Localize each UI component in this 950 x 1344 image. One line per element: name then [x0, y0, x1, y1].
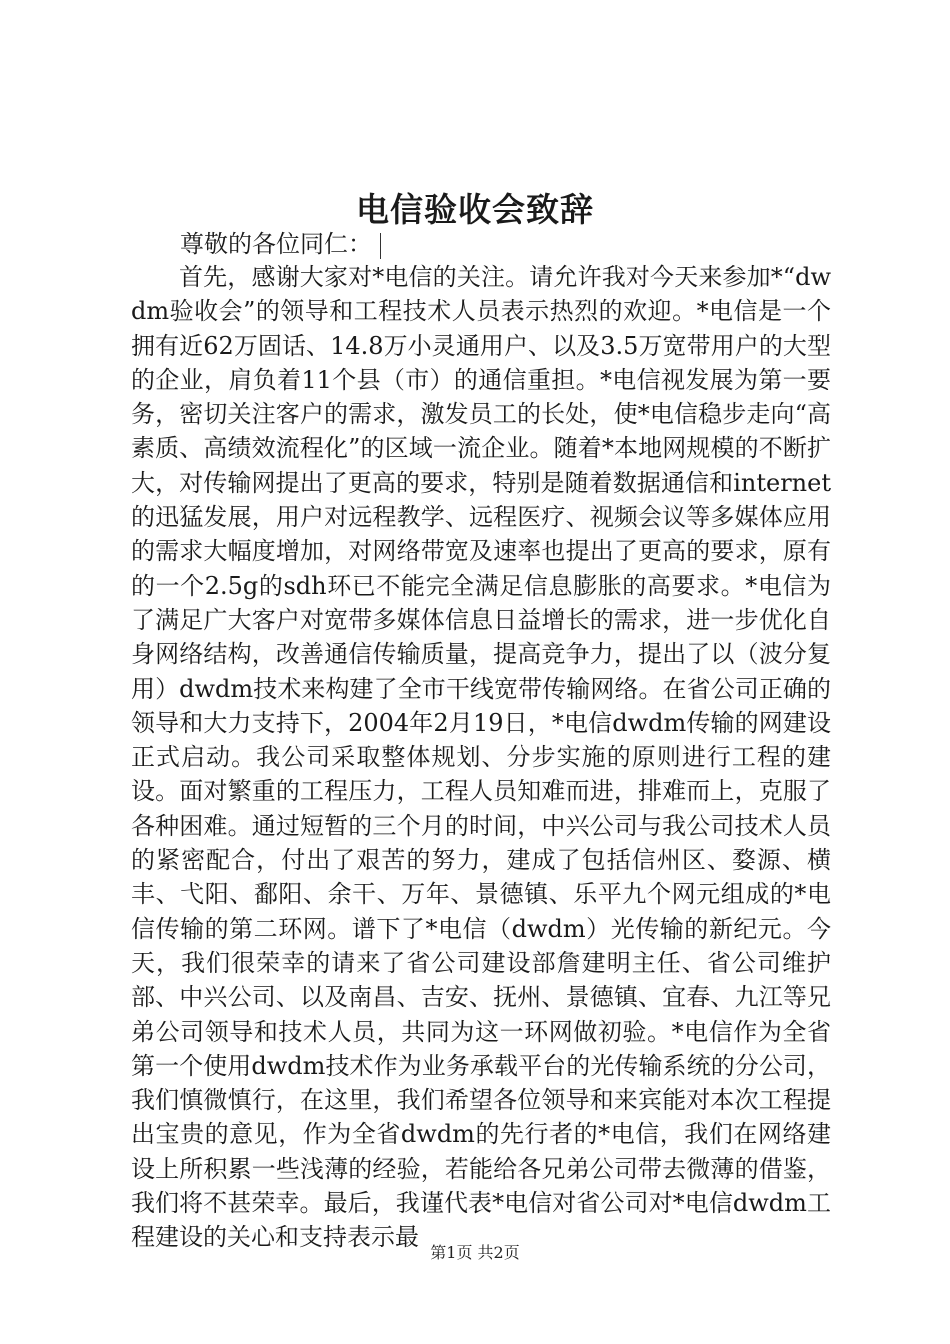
- salutation-line: [180, 228, 381, 260]
- page-footer: 第1页 共2页: [430, 1243, 520, 1262]
- body-paragraph: 首先，感谢大家对*电信的关注。请允许我对今天来参加*“dwdm验收会”的领导和工程技术人员表示热烈的欢迎。*电信是一个拥有近62万固话、14.8万小灵通用户、以及3.5万宽带用户的大型的企业，肩负着11个县（市）的通信重担。*电信视发展为第一要务，密切关注客户的需求，激发员工的长处，使*电信稳步走向“高素质、高绩效流程化”的区域一流企业。随着*本地网规模的不断扩大，对传输网提出了更高的要求，特别是随着数据通信和internet的迅猛发展，用户对远程教学、远程医疗、视频会议等多媒体应用的需求大幅度增加，对网络带宽及速率也提出了更高的要求，原有的一个2.5g的sdh环已不能完全满足信息膨胀的高要求。*电信为了满足广大客户对宽带多媒体信息日益增长的需求，进一步优化自身网络结构，改善通信传输质量，提高竞争力，提出了以（波分复用）dwdm技术来构建了全市干线宽带传输网络。在省公司正确的领导和大力支持下，2004年2月19日，*电信dwdm传输的网建设正式启动。我公司采取整体规划、分步实施的原则进行工程的建设。面对繁重的工程压力，工程人员知难而进，排难而上，克服了各种困难。通过短暂的三个月的时间，中兴公司与我公司技术人员的紧密配合，付出了艰苦的努力，建成了包括信州区、婺源、横丰、弋阳、鄱阳、余干、万年、景德镇、乐平九个网元组成的*电信传输的第二环网。谱下了*电信（dwdm）光传输的新纪元。今天，我们很荣幸的请来了省公司建设部詹建明主任、省公司维护部、中兴公司、以及南昌、吉安、抚州、景德镇、宜春、九江等兄弟公司领导和技术人员，共同为这一环网做初验。*电信作为全省第一个使用dwdm技术作为业务承载平台的光传输系统的分公司，我们慎微慎行，在这里，我们希望各位领导和来宾能对本次工程提出宝贵的意见，作为全省dwdm的先行者的*电信，我们在网络建设上所积累一些浅薄的经验，若能给各兄弟公司带去微薄的借鉴，我们将不甚荣幸。最后，我谨代表*电信对省公司对*电信dwdm工程建设的关心和支持表示最: [131, 263, 831, 1252]
- salutation-text: 尊敬的各位同仁：: [180, 230, 372, 258]
- text-cursor: [380, 233, 381, 259]
- document-title: 电信验收会致辞: [356, 190, 594, 229]
